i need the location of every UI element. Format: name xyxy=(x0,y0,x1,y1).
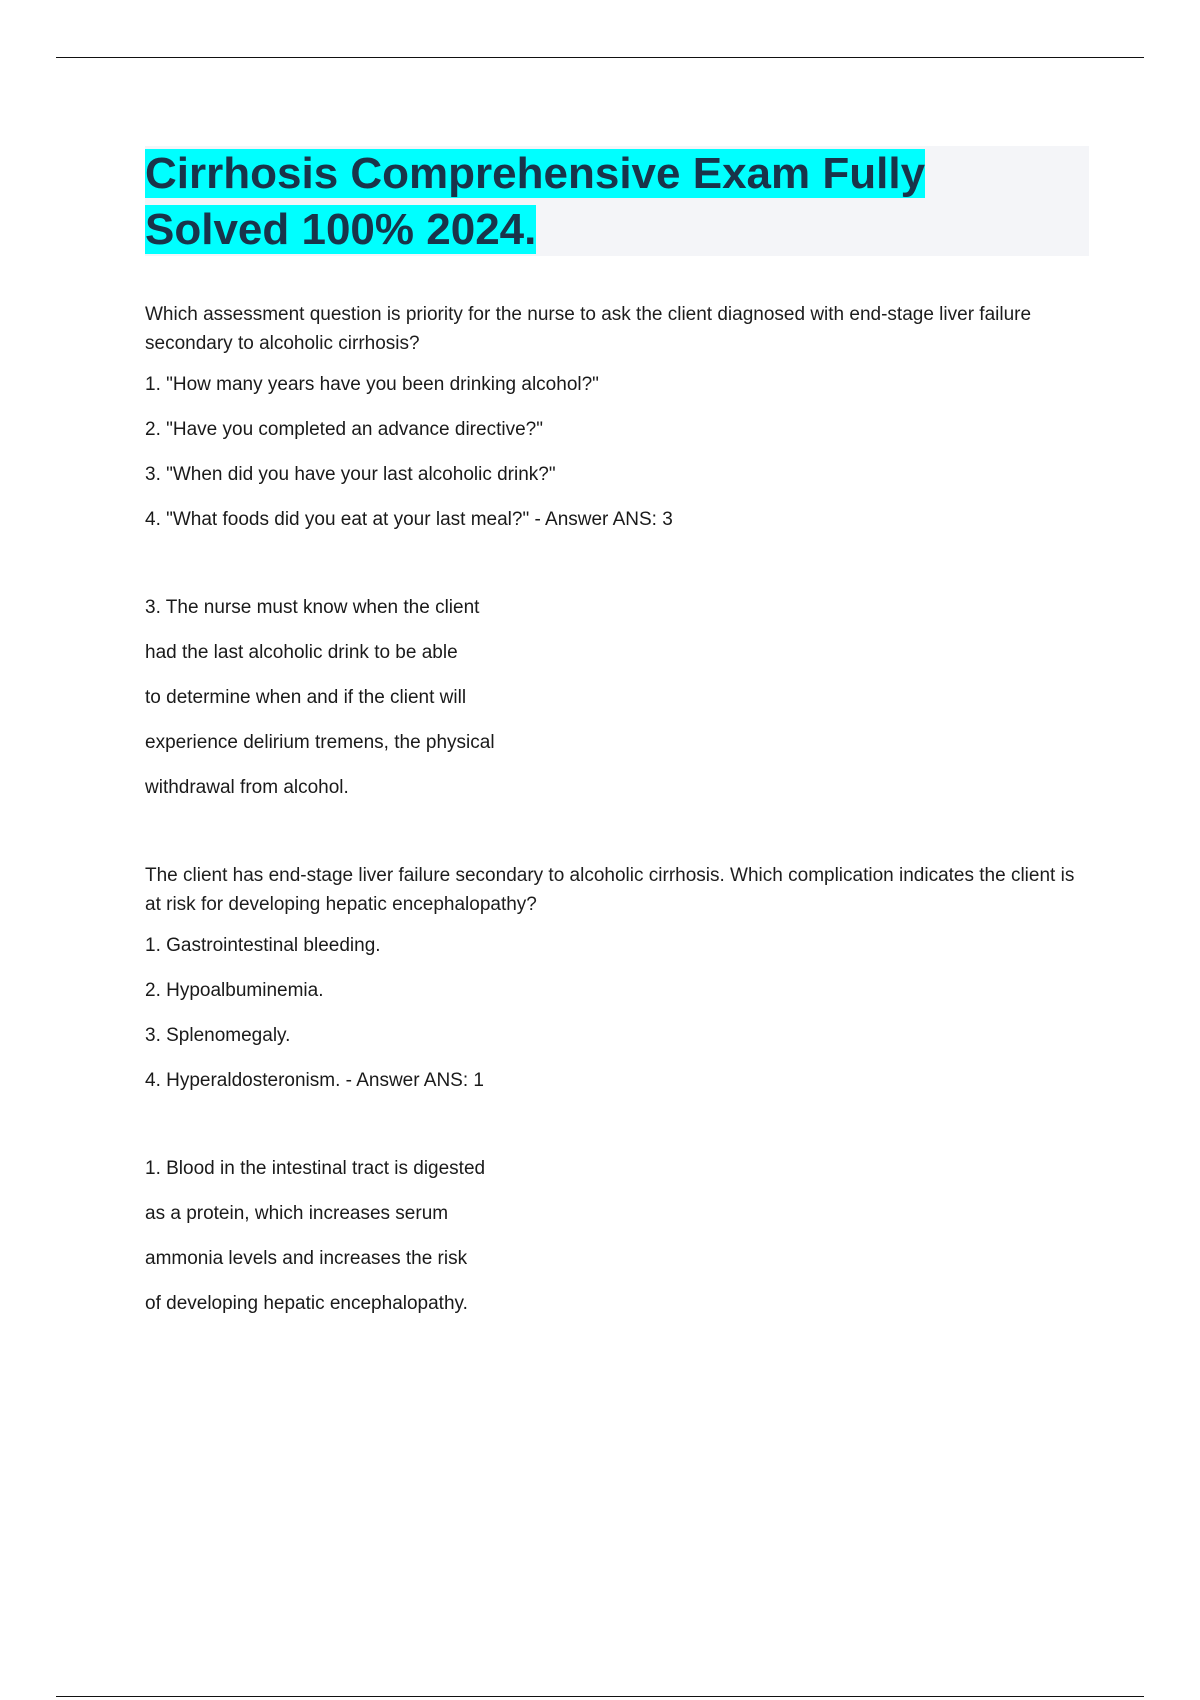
title-block xyxy=(145,146,1089,256)
answer-option: 4. "What foods did you eat at your last meal?" - Answer ANS: 3 xyxy=(145,509,673,530)
answer-option: 4. Hyperaldosteronism. - Answer ANS: 1 xyxy=(145,1070,484,1091)
question-text: The client has end-stage liver failure secondary to alcoholic cirrhosis. Which complication indicates the client is at risk for developing hepatic encephalopathy? xyxy=(145,865,1075,915)
explanation-line: had the last alcoholic drink to be able xyxy=(145,642,458,663)
question-text: Which assessment question is priority for the nurse to ask the client diagnosed with end-stage liver failure secondary to alcoholic cirrhosis? xyxy=(145,304,1032,354)
explanation-line: withdrawal from alcohol. xyxy=(145,777,349,798)
answer-option: 3. Splenomegaly. xyxy=(145,1025,291,1046)
top-rule xyxy=(56,57,1144,58)
question-block-1 xyxy=(145,300,1075,802)
answer-option: 1. "How many years have you been drinking alcohol?" xyxy=(145,374,599,395)
answer-option: 2. "Have you completed an advance directive?" xyxy=(145,419,543,440)
question-block-2 xyxy=(145,861,1075,1318)
explanation-block-1 xyxy=(145,593,1075,802)
bottom-rule xyxy=(56,1696,1144,1697)
document-body xyxy=(145,300,1075,1334)
explanation-line: 1. Blood in the intestinal tract is digested xyxy=(145,1158,486,1179)
title-line-1: Cirrhosis Comprehensive Exam Fully xyxy=(145,149,926,198)
answer-option: 1. Gastrointestinal bleeding. xyxy=(145,935,381,956)
explanation-line: experience delirium tremens, the physical xyxy=(145,732,495,753)
explanation-line: ammonia levels and increases the risk xyxy=(145,1248,468,1269)
answer-option: 2. Hypoalbuminemia. xyxy=(145,980,324,1001)
explanation-line: 3. The nurse must know when the client xyxy=(145,597,480,618)
explanation-block-2 xyxy=(145,1154,1075,1318)
document-title xyxy=(145,146,1089,258)
explanation-line: to determine when and if the client will xyxy=(145,687,467,708)
explanation-line: of developing hepatic encephalopathy. xyxy=(145,1293,468,1314)
title-line-2: Solved 100% 2024. xyxy=(145,205,537,254)
answer-option: 3. "When did you have your last alcoholic drink?" xyxy=(145,464,556,485)
explanation-line: as a protein, which increases serum xyxy=(145,1203,449,1224)
